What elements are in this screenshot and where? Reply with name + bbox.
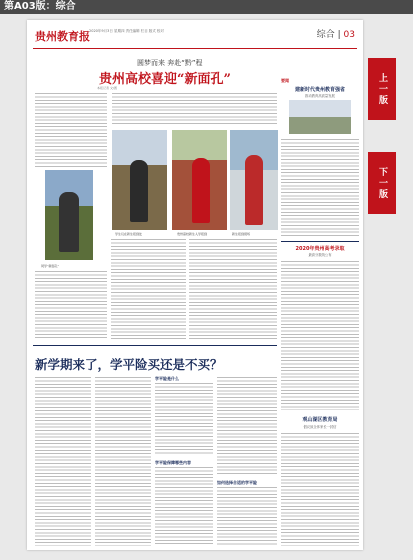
person-figure <box>192 158 210 223</box>
right-text-block <box>281 260 359 410</box>
right-title-2: 2020年贵州高考录取 <box>295 246 345 252</box>
photo-caption-2: 学生们在新生报到处 <box>115 232 143 236</box>
edition-label: 第A03版：综合 <box>4 1 76 12</box>
right-divider <box>281 241 359 242</box>
lead-headline: 贵州高校喜迎“新面孔” <box>99 72 231 87</box>
lead-kicker: 圆梦而来 奔赴“黔”程 <box>137 59 203 67</box>
newspaper-page[interactable] <box>27 20 363 550</box>
right-sub-2: 最高分数线公布 <box>308 253 332 257</box>
lead-photo-4 <box>230 130 278 230</box>
lead-byline: 本报记者 文/图 <box>97 86 117 90</box>
header-meta: 2020年9月3日 星期四 责任编辑 栏目 版式 校对 <box>89 29 164 33</box>
feature-headline: 新学期来了，学平险买还是不买？ <box>35 357 223 372</box>
person-figure <box>59 192 79 252</box>
feature-text-column <box>217 486 277 546</box>
feature-text-column <box>155 466 213 546</box>
lead-text-column <box>111 238 186 340</box>
feature-text-column <box>95 376 151 546</box>
next-page-button[interactable]: 下一版 <box>368 152 396 214</box>
photo-caption-1: 同学“新面孔” <box>41 264 60 268</box>
lead-text-column <box>35 92 107 168</box>
feature-subhead-3: 如何选择合适的学平险 <box>217 480 257 485</box>
prev-page-button[interactable]: 上一版 <box>368 58 396 120</box>
lead-text-column <box>35 270 107 340</box>
lead-photo-1 <box>45 170 93 260</box>
page-number: 03 <box>343 30 355 40</box>
right-photo-1 <box>289 100 351 134</box>
right-title-3: 观山湖区教育局 <box>302 417 338 423</box>
right-sub-1: 推动教育高质量发展 <box>305 94 335 98</box>
right-column-marker: 要闻 <box>281 78 289 83</box>
right-title-1: 建新时代贵州教育强省 <box>294 87 345 93</box>
person-figure <box>245 155 263 225</box>
feature-text-column <box>155 382 213 456</box>
lead-text-column <box>189 238 277 340</box>
photo-caption-3: 贵州高校新生入学报到 <box>177 232 208 236</box>
edition-bar <box>0 0 413 14</box>
feature-subhead-1: 学平险是什么 <box>155 376 179 381</box>
right-text-block <box>281 138 359 238</box>
right-column <box>281 78 359 548</box>
lead-photo-2 <box>112 130 167 230</box>
person-figure <box>130 160 148 222</box>
feature-subhead-2: 学平险保障哪些内容 <box>155 460 191 465</box>
photo-caption-4: 新生报到现场 <box>232 232 251 236</box>
masthead: 贵州教育报 <box>35 30 90 43</box>
feature-text-column <box>35 376 91 546</box>
section-label: 综合 | 03 <box>316 30 355 40</box>
feature-divider <box>33 345 277 346</box>
right-sub-3: 倡议致全体家长一封信 <box>303 425 337 429</box>
paper-header <box>27 20 363 50</box>
feature-text-column <box>217 376 277 476</box>
lead-photo-3 <box>172 130 227 230</box>
header-divider <box>33 48 357 49</box>
lead-text-block <box>112 92 277 126</box>
right-text-block <box>281 432 359 546</box>
